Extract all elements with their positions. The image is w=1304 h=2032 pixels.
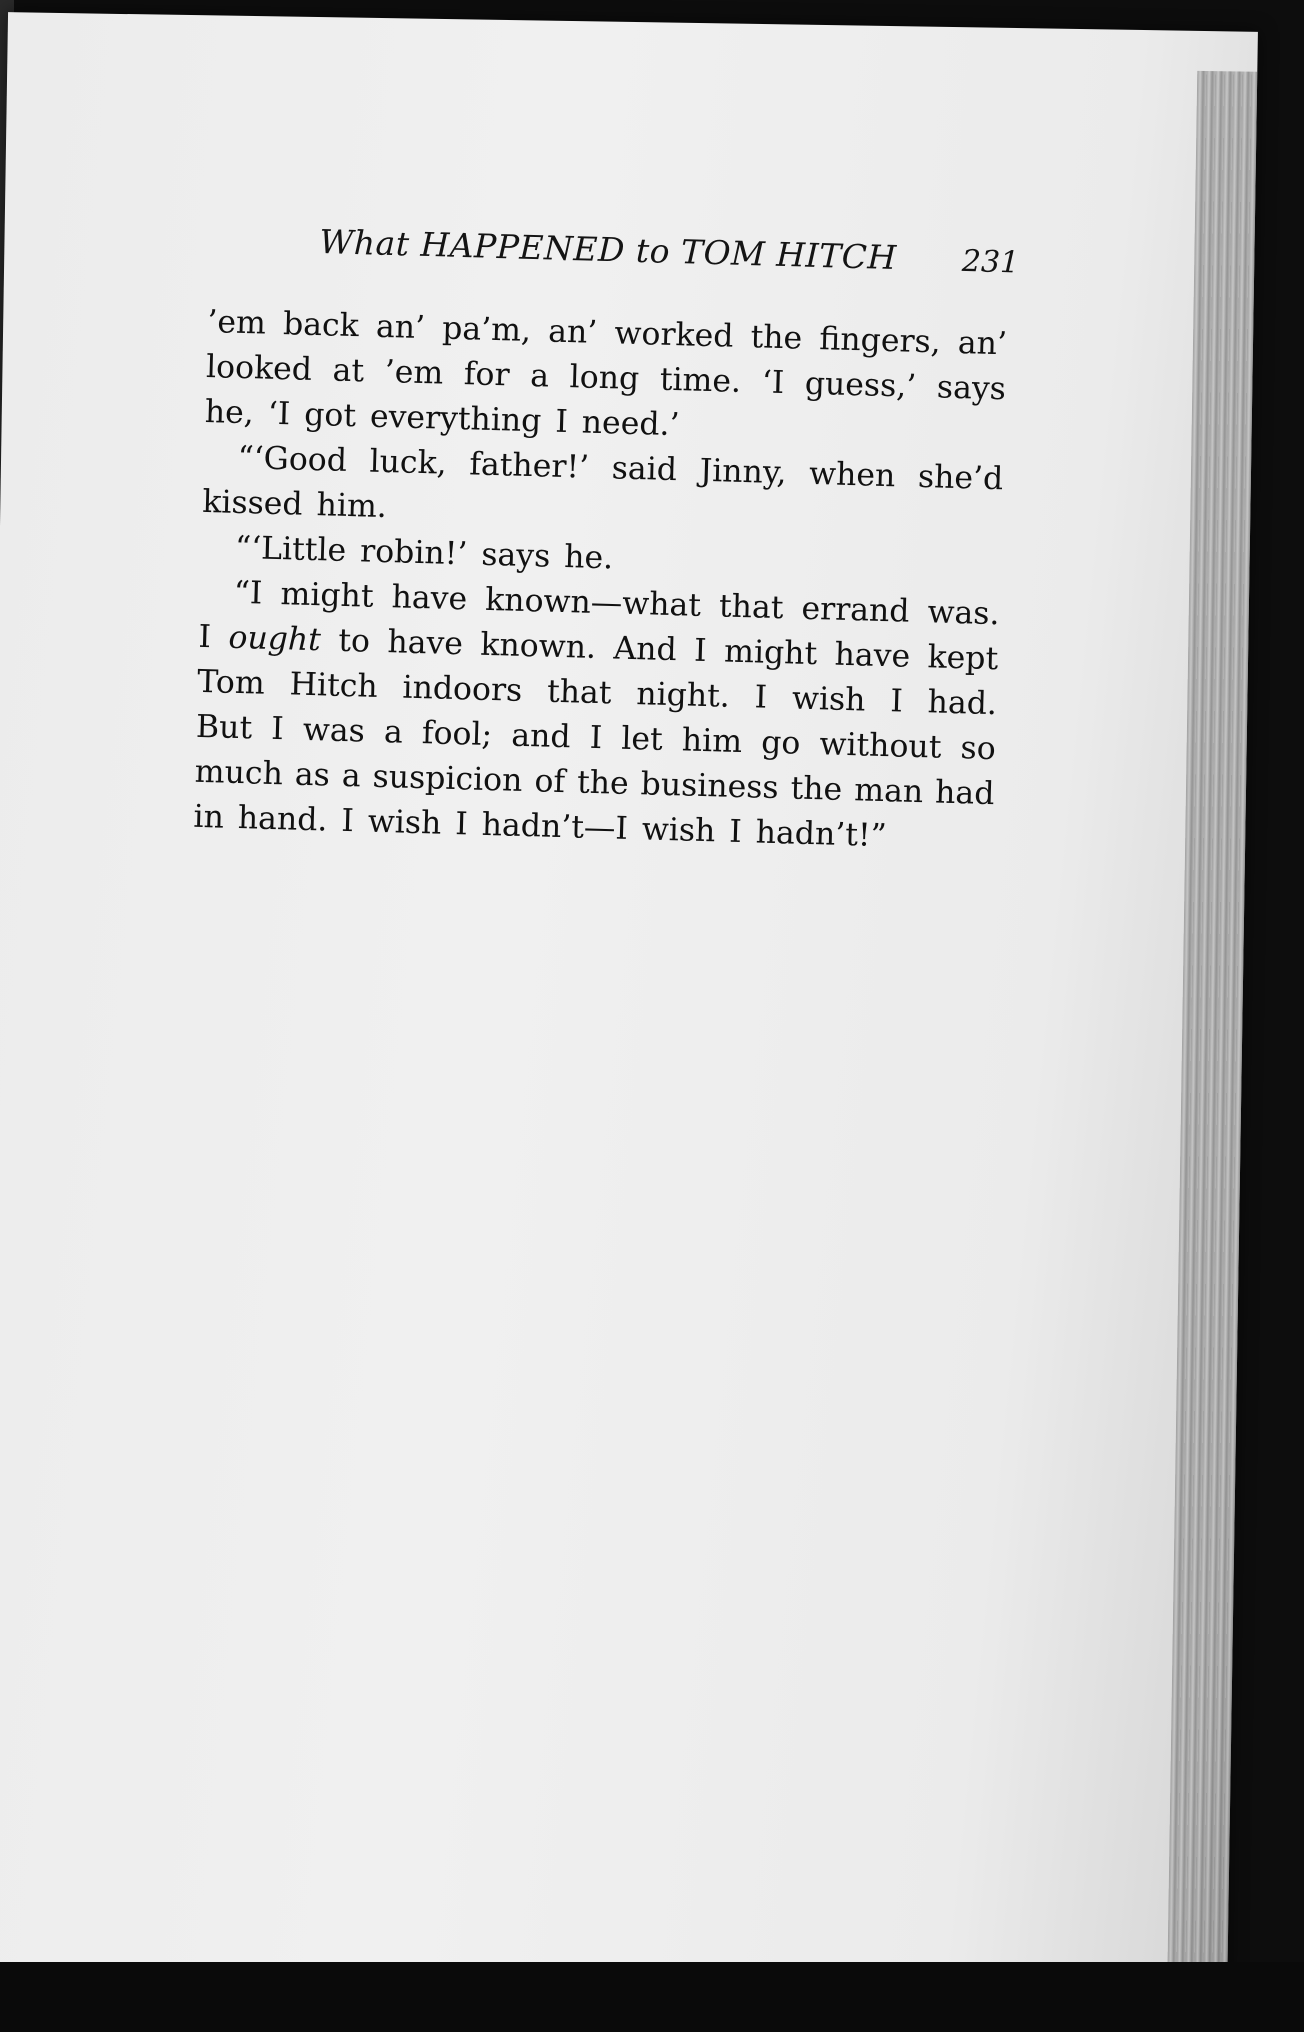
word: “‘Little: [234, 529, 347, 569]
word: the: [790, 770, 843, 808]
word: long: [569, 359, 640, 398]
word: fingers,: [818, 321, 942, 361]
word: “I: [233, 574, 263, 612]
word: father!’: [468, 446, 590, 486]
word: said: [611, 450, 678, 489]
word: I: [693, 632, 708, 670]
word: him: [681, 722, 743, 761]
word: everything: [369, 398, 542, 440]
word: have: [834, 636, 911, 675]
word: a: [383, 714, 404, 751]
word: kissed: [201, 483, 304, 523]
word: had: [934, 774, 995, 813]
word: might: [723, 633, 818, 673]
word: and: [510, 717, 572, 756]
word: I: [889, 683, 904, 720]
word: wish: [641, 811, 716, 850]
word: at: [332, 352, 365, 390]
word: night.: [635, 676, 731, 715]
word: an’: [375, 308, 426, 347]
word: luck,: [369, 443, 448, 482]
word: But: [195, 708, 253, 747]
word: suspicion: [372, 758, 523, 799]
word: the: [576, 764, 630, 802]
word: as: [294, 756, 331, 794]
word: let: [620, 720, 664, 758]
running-title: What HAPPENED to TOM HITCH: [318, 222, 898, 278]
word: “‘Good: [237, 439, 348, 479]
word: that: [718, 588, 784, 627]
word: go: [760, 724, 801, 762]
word: I: [554, 403, 569, 441]
word: looked: [205, 348, 313, 388]
word: to: [337, 622, 371, 660]
word: known.: [479, 626, 597, 666]
word: might: [279, 576, 375, 615]
body-text: [193, 300, 1008, 862]
word: wish: [367, 803, 442, 842]
word: says: [480, 536, 551, 575]
word: he,: [204, 393, 255, 432]
word: have: [391, 579, 468, 618]
word: of: [533, 763, 566, 801]
word: without: [819, 726, 942, 766]
word: the: [750, 319, 803, 357]
word: worked: [614, 315, 734, 355]
word: had.: [927, 684, 998, 723]
word: when: [808, 455, 896, 495]
word: I: [728, 813, 743, 851]
book-page: [0, 12, 1258, 1986]
word: I: [589, 719, 603, 757]
word: Tom: [196, 663, 266, 702]
word: back: [282, 306, 360, 345]
word: a: [529, 358, 550, 395]
word: I: [198, 618, 212, 656]
word: ought: [228, 619, 322, 659]
word: ‘I: [267, 395, 291, 433]
word: says: [936, 369, 1007, 408]
word: he.: [563, 539, 614, 577]
word: hand.: [237, 800, 328, 839]
word: I: [454, 806, 469, 843]
word: him.: [316, 487, 388, 526]
word: was.: [927, 594, 1001, 633]
word: I: [270, 710, 285, 748]
word: ‘I: [761, 364, 785, 402]
word: business: [640, 766, 780, 807]
word: an’: [547, 313, 598, 351]
word: robin!’: [359, 533, 468, 573]
word: have: [386, 624, 464, 663]
word: need.’: [581, 404, 681, 444]
word: known—what: [484, 581, 702, 624]
word: an’: [957, 324, 1008, 363]
word: Hitch: [289, 666, 379, 705]
page-fore-edge: [1167, 71, 1257, 1972]
word: kept: [927, 639, 999, 678]
word: ’em: [206, 303, 267, 342]
scan-bottom-border: [0, 1962, 1304, 2032]
word: wish: [791, 680, 866, 719]
word: I: [754, 679, 768, 716]
word: in: [193, 798, 225, 836]
word: time.: [659, 361, 742, 400]
word: fool;: [421, 715, 493, 754]
word: Jinny,: [699, 452, 787, 492]
word: a: [341, 757, 362, 795]
word: was: [302, 711, 366, 750]
word: so: [960, 730, 997, 768]
word: got: [303, 396, 357, 435]
word: much: [194, 753, 284, 793]
page-number: 231: [961, 243, 1020, 281]
word: for: [463, 356, 511, 394]
word: pa’m,: [441, 310, 532, 350]
word: errand: [801, 590, 910, 630]
word: ’em: [384, 353, 444, 392]
word: man: [853, 772, 924, 811]
word: hadn’t—I: [481, 806, 629, 847]
word: that: [546, 673, 612, 712]
word: she’d: [917, 458, 1004, 498]
word: I: [340, 802, 355, 840]
word: And: [613, 630, 678, 669]
word: indoors: [402, 669, 523, 709]
word: hadn’t!”: [755, 814, 888, 855]
word: guess,’: [804, 365, 917, 405]
